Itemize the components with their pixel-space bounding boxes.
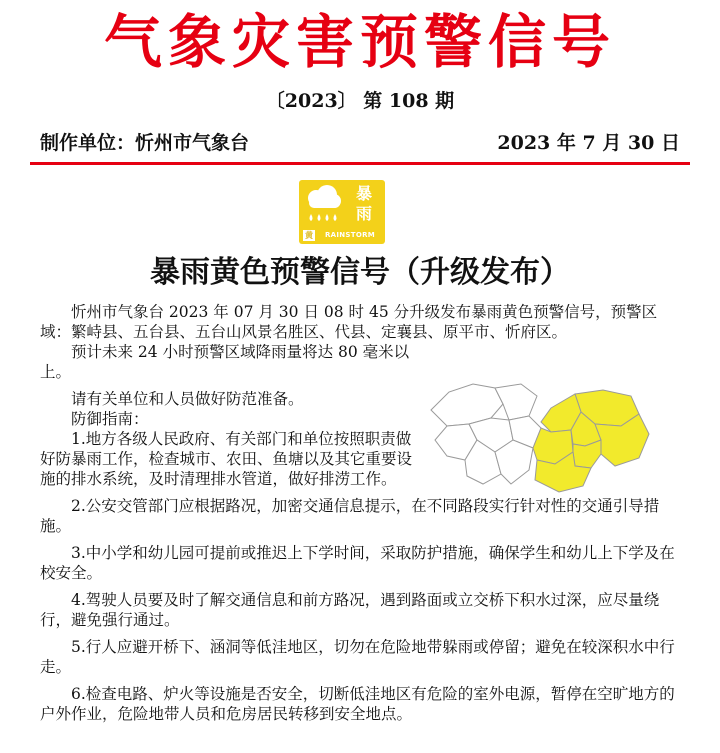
guide-item-1: 1.地方各级人民政府、有关部门和单位按照职责做好防暴雨工作，检查城市、农田、鱼塘以及其它重要设施的排水系统，及时清理排水管道，做好排涝工作。: [40, 430, 413, 488]
guide-item-4: 4.驾驶人员要及时了解交通信息和前方路况，遇到路面或立交桥下积水过深，应尽量绕行，避免强行通过。: [40, 591, 660, 629]
warning-area-map: [425, 374, 655, 499]
guide-item-3: 3.中小学和幼儿园可提前或推迟上下学时间，采取防护措施，确保学生和幼儿上下学及在校安全。: [40, 544, 675, 582]
guide-item-5: 5.行人应避开桥下、涵洞等低洼地区，切勿在危险地带躲雨或停留；避免在较深积水中行走。: [40, 638, 675, 676]
signal-english-label: RAINSTORM: [324, 231, 376, 239]
issue-date: 2023 年 7 月 30 日: [497, 132, 680, 154]
header-divider: [30, 162, 690, 165]
issue-number: 〔2023〕 第 108 期: [265, 90, 455, 112]
paragraph-forecast-end: 上。: [40, 363, 72, 381]
guide-item-6: 6.检查电路、炉火等设施是否安全，切断低洼地区有危险的室外电源，暂停在空旷地方的户外作业，危险地带人员和危房居民转移到安全地点。: [40, 685, 675, 723]
signal-char-1: 暴: [355, 184, 372, 203]
warning-body: [40, 302, 680, 724]
signal-level-badge: 黄: [305, 231, 313, 240]
signal-char-2: 雨: [355, 204, 372, 223]
cloud-rain-icon: [303, 184, 343, 228]
xinzhou-region-map: [425, 374, 655, 499]
guide-item-2: 2.公安交管部门应根据路况，加密交通信息提示，在不同路段实行针对性的交通引导措施。: [40, 497, 660, 535]
paragraph-intro: 忻州市气象台 2023 年 07 月 30 日 08 时 45 分升级发布暴雨黄色预警信号，预警区域：繁峙县、五台县、五台山风景名胜区、代县、定襄县、原平市、忻府区。: [40, 303, 658, 341]
paragraph-prepare: 请有关单位和人员做好防范准备。: [71, 390, 304, 408]
producer-label: 制作单位：忻州市气象台: [40, 132, 250, 154]
page-title: 气象灾害预警信号: [103, 8, 616, 76]
rainstorm-yellow-signal-icon: [299, 180, 385, 244]
meta-row: [40, 128, 680, 158]
warning-heading: 暴雨黄色预警信号（升级发布）: [150, 255, 570, 290]
signal-label: [347, 184, 381, 228]
paragraph-forecast: 预计未来 24 小时预警区域降雨量将达 80 毫米以: [71, 343, 410, 361]
paragraph-guide-title: 防御指南：: [71, 410, 149, 428]
